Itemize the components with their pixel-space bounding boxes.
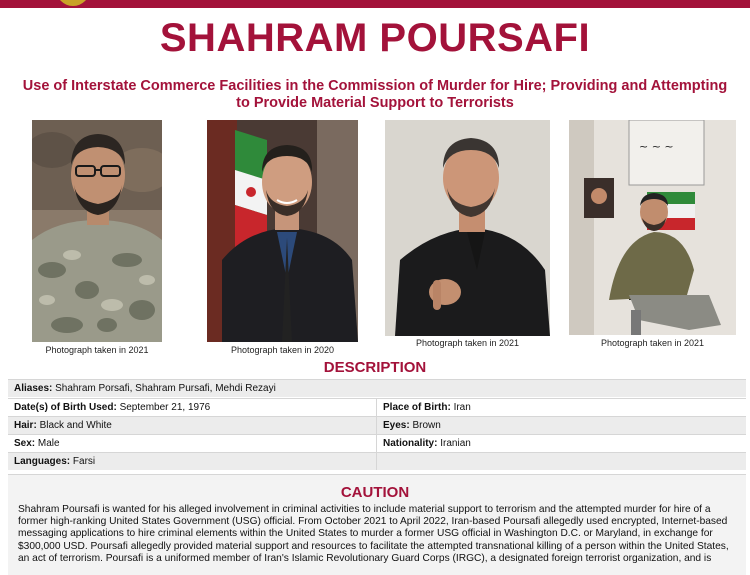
dob-cell bbox=[8, 399, 374, 416]
dob-label: Date(s) of Birth Used: bbox=[14, 402, 117, 413]
photo-2 bbox=[207, 120, 358, 342]
hair-cell bbox=[8, 417, 374, 434]
top-banner bbox=[0, 0, 750, 8]
photo-4 bbox=[569, 120, 736, 335]
languages-row bbox=[8, 452, 746, 470]
languages-value: Farsi bbox=[72, 456, 96, 467]
sex-label: Sex: bbox=[14, 438, 36, 449]
languages-cell bbox=[8, 453, 374, 470]
hair-label: Hair: bbox=[14, 420, 37, 431]
eyes-value: Brown bbox=[412, 420, 441, 431]
dob-value: September 21, 1976 bbox=[119, 402, 211, 413]
nationality-label: Nationality: bbox=[383, 438, 438, 449]
pob-value: Iran bbox=[453, 402, 471, 413]
sex-value: Male bbox=[37, 438, 60, 449]
nationality-cell bbox=[376, 435, 745, 452]
photo-2-caption: Photograph taken in 2020 bbox=[230, 345, 335, 355]
eyes-label: Eyes: bbox=[383, 420, 410, 431]
aliases-label: Aliases: bbox=[14, 383, 53, 394]
photo-3-caption: Photograph taken in 2021 bbox=[415, 338, 520, 348]
hair-row bbox=[8, 416, 746, 434]
aliases-value: Shahram Porsafi, Shahram Pursafi, Mehdi Rezayi bbox=[55, 383, 276, 394]
photo-3 bbox=[385, 120, 550, 336]
pob-cell bbox=[376, 399, 745, 416]
aliases-cell bbox=[8, 380, 746, 397]
description-title: DESCRIPTION bbox=[323, 359, 427, 376]
nationality-value: Iranian bbox=[440, 438, 471, 449]
sex-row bbox=[8, 434, 746, 452]
photo-4-caption: Photograph taken in 2021 bbox=[600, 338, 705, 348]
caution-text: Shahram Poursafi is wanted for his alleged involvement in criminal activities to include material support to terrorism and the attempted murder for hire of a former high-ranking United States Government (USG) official. From October 2021 to April 2022, Iran-based Poursafi allegedly used encrypted, Internet-based messaging applications to hire criminal elements within the United States to murder a former USG official in Washington D.C. or Maryland, in exchange for $300,000 USD. Poursafi allegedly provided material support and resources to facilitate the attempted transnational killing of a person within the United States, an act of terrorism. Poursafi is a uniformed member of Iran's Islamic Revolutionary Guard Corps (IRGC), a designated foreign terrorist organization, and is bbox=[18, 504, 729, 564]
photo-1 bbox=[32, 120, 162, 342]
eyes-cell bbox=[376, 417, 745, 434]
charges-line-2: to Provide Material Support to Terrorists bbox=[236, 95, 514, 111]
charges-text bbox=[0, 78, 750, 112]
dob-row bbox=[8, 398, 746, 416]
hair-value: Black and White bbox=[39, 420, 112, 431]
languages-label: Languages: bbox=[14, 456, 71, 467]
fugitive-name: SHAHRAM POURSAFI bbox=[159, 16, 591, 60]
charges-line-1: Use of Interstate Commerce Facilities in the Commission of Murder for Hire; Providing and Attempting bbox=[22, 78, 728, 94]
photo-1-caption: Photograph taken in 2021 bbox=[45, 345, 149, 355]
caution-title: CAUTION bbox=[340, 484, 410, 501]
aliases-row bbox=[8, 379, 746, 397]
svg-text:~ ~ ~: ~ ~ ~ bbox=[639, 140, 674, 153]
empty-cell bbox=[376, 453, 745, 470]
pob-label: Place of Birth: bbox=[383, 402, 451, 413]
sex-cell bbox=[8, 435, 374, 452]
